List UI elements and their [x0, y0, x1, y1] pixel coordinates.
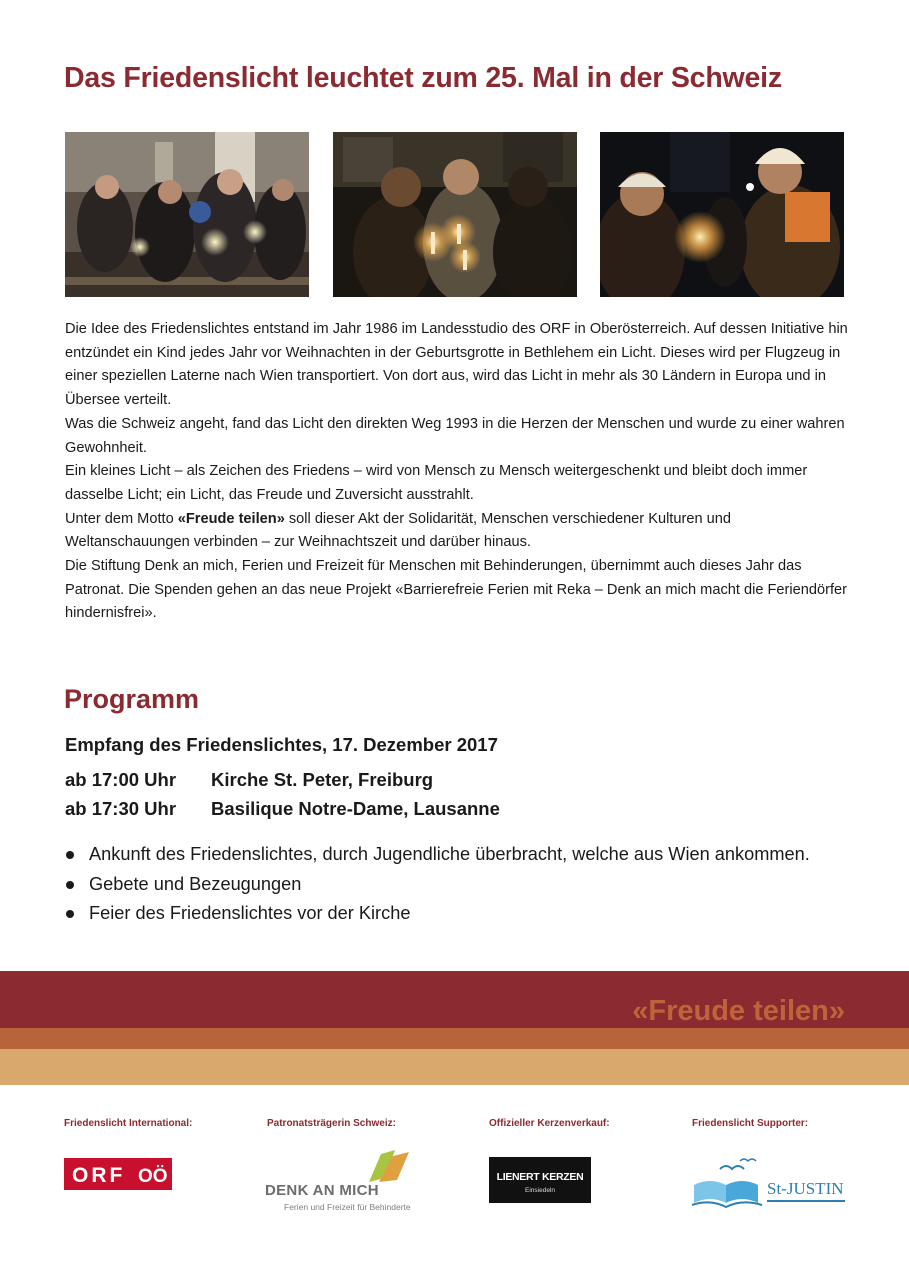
sponsor-label: Friedenslicht Supporter: [692, 1118, 809, 1129]
intro-paragraph: Was die Schweiz angeht, fand das Licht den direkten Weg 1993 in die Herzen der Menschen und wurde zu einer wahren Gewohnheit. [65, 415, 845, 456]
svg-text:ORF: ORF [72, 1164, 126, 1187]
banner-band-light [0, 1049, 909, 1085]
motto-paragraph: Unter dem Motto «Freude teilen» soll dieser Akt der Solidarität, Menschen verschiedener Kulturen und Weltanschauungen verbinden – zur Weihnachtszeit und darüber hinaus. [65, 510, 731, 551]
schedule-row [65, 769, 433, 791]
leaf-icon [365, 1146, 411, 1186]
st-justin-logo [690, 1155, 850, 1213]
schedule-time: ab 17:30 Uhr [65, 798, 177, 819]
book-bird-icon [690, 1155, 764, 1213]
schedule-time: ab 17:00 Uhr [65, 769, 177, 790]
denk-an-mich-tagline: Ferien und Freizeit für Behinderte [284, 1202, 411, 1212]
intro-paragraph: Ein kleines Licht – als Zeichen des Friedens – wird von Mensch zu Mensch weitergeschenkt und bleibt doch immer dasselbe Licht; ein Licht, das Freude und Zuversicht ausstrahlt. [65, 463, 808, 503]
lienert-kerzen-location: Einsiedeln [525, 1187, 555, 1194]
schedule-place: Basilique Notre-Dame, Lausanne [211, 798, 500, 819]
orf-logo [64, 1158, 172, 1190]
intro-paragraph: Die Idee des Friedenslichtes entstand im Jahr 1986 im Landesstudio des ORF in Oberösterreich. Auf dessen Initiative hin entzündet ein Kind jedes Jahr vor Weihnachten in der Geburtsgrotte in Bethlehem ein Licht. Dieses wird per Flugzeug in einer speziellen Laterne nach Wien transportiert. Von dort aus, wird das Licht in mehr als 30 Ländern in Europa und in Übersee verteilt. [65, 321, 848, 409]
event-title: Empfang des Friedenslichtes, 17. Dezember 2017 [65, 734, 498, 755]
program-list [65, 840, 810, 929]
sponsor-label: Offizieller Kerzenverkauf: [489, 1118, 610, 1129]
sharing-light-photo [600, 132, 844, 297]
sponsor-label: Friedenslicht International: [64, 1118, 193, 1129]
schedule-row [65, 798, 500, 820]
church-crowd-photo [65, 132, 309, 297]
svg-text:OÖ: OÖ [138, 1166, 168, 1187]
banner-band-mid [0, 1028, 909, 1049]
st-justin-underline [767, 1200, 845, 1202]
motto-highlight: «Freude teilen» [177, 510, 285, 527]
lienert-kerzen-logo [489, 1157, 591, 1203]
list-item: Ankunft des Friedenslichtes, durch Jugendliche überbracht, welche aus Wien ankommen. [65, 840, 810, 870]
patronage-paragraph: Die Stiftung Denk an mich, Ferien und Freizeit für Menschen mit Behinderungen, übernimmt auch dieses Jahr das Patronat. Die Spenden gehen an das neue Projekt «Barrierefreie Ferien mit Reka – Denk an mich macht die Feriendörfer hindernisfrei». [65, 558, 847, 622]
night-candles-photo [333, 132, 577, 297]
page-title: Das Friedenslicht leuchtet zum 25. Mal in der Schweiz [64, 62, 782, 94]
intro-text [65, 318, 855, 626]
sponsor-label: Patronatsträgerin Schweiz: [267, 1118, 396, 1129]
st-justin-name: St-JUSTIN [767, 1179, 844, 1198]
list-item: Gebete und Bezeugungen [65, 870, 810, 900]
schedule-place: Kirche St. Peter, Freiburg [211, 769, 434, 790]
list-item: Feier des Friedenslichtes vor der Kirche [65, 899, 810, 929]
lienert-kerzen-name: LIENERT KERZEN [496, 1171, 584, 1183]
denk-an-mich-name: DENK AN MICH [265, 1182, 379, 1199]
programm-heading: Programm [64, 684, 200, 714]
denk-an-mich-logo [265, 1146, 415, 1214]
banner-slogan: «Freude teilen» [632, 995, 845, 1027]
